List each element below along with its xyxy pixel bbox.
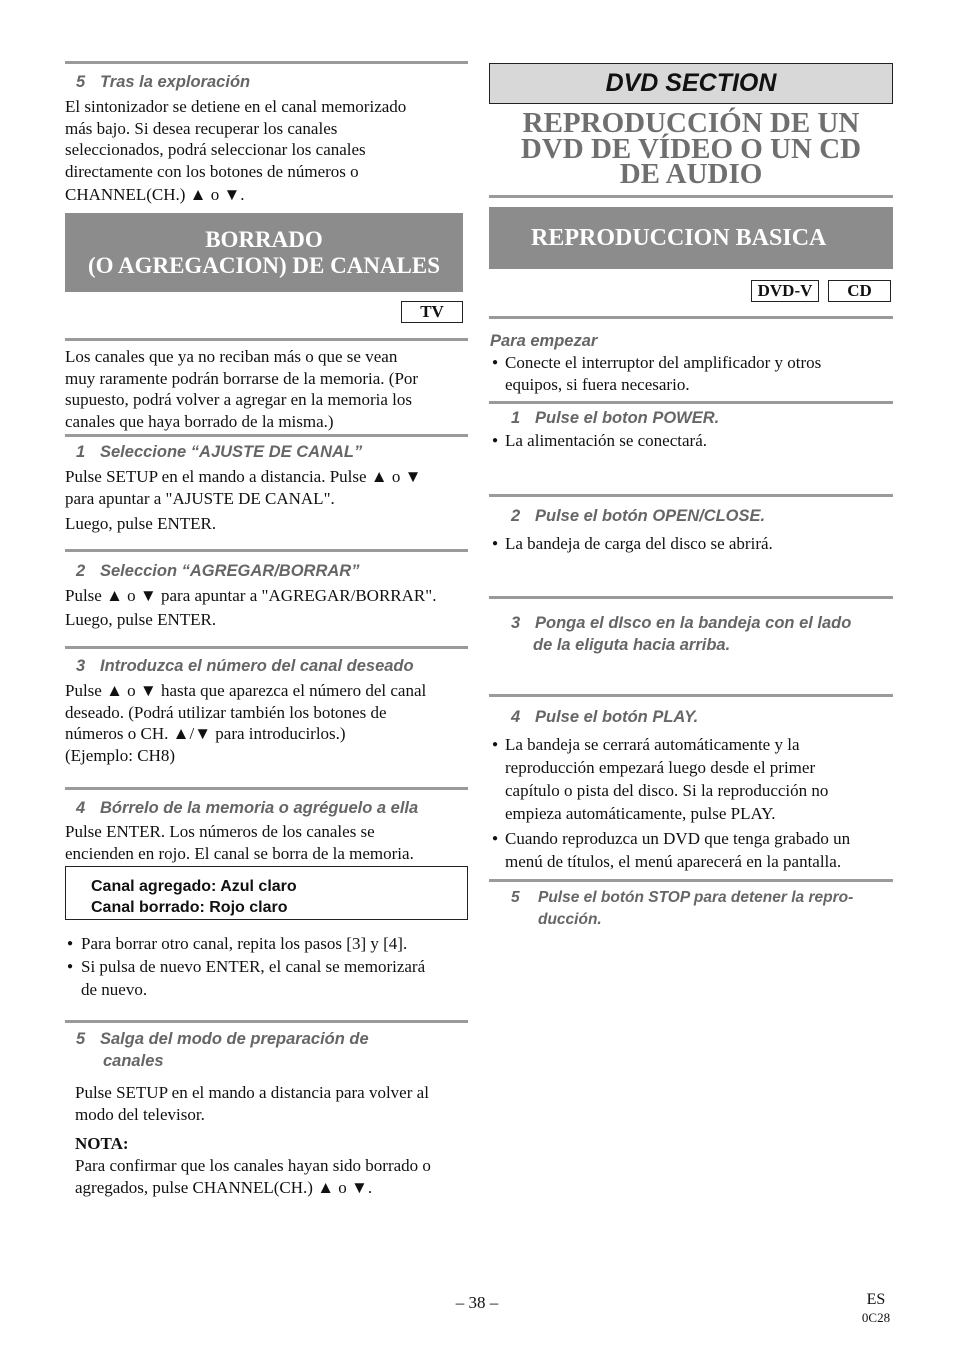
step-heading [511,612,851,656]
bullet-item [492,733,892,825]
text-line: menú de títulos, el menú aparecerá en la pantalla. [505,852,842,871]
text-line: Pulse ENTER. Los números de los canales se [65,822,375,841]
text-line: directamente con los botones de números o [65,161,359,181]
text-line: más bajo. Si desea recuperar los canales [65,118,338,138]
title-line: DE AUDIO [619,158,763,190]
step-number: 4 [511,708,521,726]
section-banner [489,207,893,269]
step-title: Ponga el dIsco en la bandeja con el lado [535,614,852,632]
text-line: de nuevo. [81,980,148,999]
step-title: Tras la exploración [100,73,251,91]
step-title: Pulse el botón OPEN/CLOSE. [535,507,766,525]
step-number: 5 [511,889,520,906]
step-title: Pulse el botón PLAY. [535,708,699,726]
text-line: Los canales que ya no reciban más o que se vean [65,347,398,366]
cd-tag: CD [828,280,891,302]
bullet-item [67,955,467,1001]
bullet-icon: ● [492,435,499,446]
text-line: equipos, si fuera necesario. [505,375,690,394]
title-line: REPRODUCCIÓN DE UN [522,107,860,139]
text-line: agregados, pulse CHANNEL(CH.) ▲ o ▼. [75,1178,373,1197]
step-number: 5 [76,1030,86,1048]
banner-line: BORRADO [205,227,323,252]
step-number: 3 [511,614,521,632]
text-line: El sintonizador se detiene en el canal memorizado [65,97,407,116]
dvd-section-header [489,63,893,104]
step-title: canales [103,1052,164,1070]
divider [65,434,468,437]
text-line: seleccionados, podrá seleccionar los canales [65,140,366,159]
divider [489,879,893,882]
text-line: Cuando reproduzca un DVD que tenga grabado un [505,829,851,848]
step-title: ducción. [538,911,602,928]
legend-line: Canal agregado: Azul claro [91,878,297,895]
step-heading [511,706,698,728]
text-line: empieza automáticamente, pulse PLAY. [505,804,776,823]
note [75,1133,470,1199]
note-label: NOTA: [75,1134,129,1153]
legend-line: Canal borrado: Rojo claro [91,899,288,916]
title-line: DVD DE VÍDEO O UN CD [520,132,862,165]
bullet-icon: ● [67,961,74,972]
step-title: Seleccion “AGREGAR/BORRAR” [100,562,360,580]
bullet-item [492,429,892,452]
divider [489,316,893,319]
paragraph [65,821,468,864]
text-line: La bandeja se cerrará automáticamente y la [505,735,800,754]
divider [489,694,893,697]
text-line: Pulse ▲ o ▼ hasta que aparezca el número del canal [65,681,427,700]
bullet-text: Para borrar otro canal, repita los pasos [3] y [4]. [81,934,408,953]
text-line: Pulse ▲ o ▼ para apuntar a "AGREGAR/BORRAR". [65,586,437,605]
text-line: canales que haya borrado de la misma.) [65,411,334,431]
step-heading [76,797,418,819]
text-line: capítulo o pista del disco. Si la reproducción no [505,781,829,800]
bullet-text [505,733,828,825]
divider [65,549,468,552]
page-number: – 38 – [455,1293,499,1312]
step-title: Seleccione “AJUSTE DE CANAL” [100,443,363,461]
step-title: Pulse el botón STOP para detener la repro- [538,889,854,906]
bullet-text: La alimentación se conectará. [505,431,707,450]
text-line: Pulse SETUP en el mando a distancia para volver al [75,1083,429,1102]
step-number: 1 [511,409,521,427]
step-heading [511,407,719,429]
text-line: deseado. (Podrá utilizar también los botones de [65,702,387,722]
step-number: 2 [76,562,86,580]
text-line: supuesto, podrá volver a agregar en la memoria los [65,390,412,409]
bullet-item [67,932,467,955]
paragraph [65,680,468,766]
bullet-text: La bandeja de carga del disco se abrirá. [505,534,773,553]
bullet-item [492,352,892,398]
bullet-icon: ● [492,833,499,844]
bullet-text [505,827,850,873]
step-title: de la eliguta hacia arriba. [533,636,731,654]
divider [65,61,468,64]
intro-paragraph [65,346,468,432]
step-number: 1 [76,443,86,461]
divider [65,338,468,341]
step-title: Salga del modo de preparación de [100,1030,369,1048]
text-line: (Ejemplo: CH8) [65,745,176,765]
text-line: números o CH. ▲/▼ para introducirlos.) [65,724,346,743]
text-line: encienden en rojo. El canal se borra de la memoria. [65,843,414,863]
step-heading [511,887,853,931]
divider [65,646,468,649]
text-line: Pulse SETUP en el mando a distancia. Pulse ▲ o ▼ [65,467,422,486]
step-title: Introduzca el número del canal deseado [100,657,414,675]
paragraph [75,1082,470,1125]
step-number: 3 [76,657,86,675]
bullet-icon: ● [492,357,499,368]
page-title [489,107,893,190]
bullet-icon: ● [67,938,74,949]
banner-text: REPRODUCCION BASICA [531,225,827,251]
paragraph [65,584,468,632]
para-empezar-heading: Para empezar [490,332,598,350]
bullet-item [492,532,892,555]
bullet-text [81,955,425,1001]
text-line: muy raramente podrán borrarse de la memoria. (Por [65,368,419,388]
bullet-icon: ● [492,739,499,750]
step-heading [76,560,359,582]
bullet-text [505,352,821,396]
divider [65,787,468,790]
step-heading [76,441,362,463]
step-heading [511,505,765,527]
text-line: reproducción empezará luego desde el primer [505,758,816,777]
color-legend-box [65,866,468,920]
divider [489,195,893,198]
section-banner [65,213,463,292]
divider [489,401,893,404]
step-heading [76,71,250,93]
step-heading [76,1028,369,1072]
divider [65,1020,468,1023]
text-line: Luego, pulse ENTER. [65,610,217,629]
language-code: ES [866,1291,886,1308]
banner-line: (O AGREGACION) DE CANALES [87,253,441,278]
step-title: Bórrelo de la memoria o agréguelo a ella [100,799,419,817]
step-number: 2 [511,507,521,525]
text-line: Si pulsa de nuevo ENTER, el canal se memorizará [81,957,426,976]
section-label: DVD SECTION [605,69,777,97]
divider [489,494,893,497]
text-line: Conecte el interruptor del amplificador y otros [505,353,822,372]
bullet-icon: ● [492,538,499,549]
text-line: CHANNEL(CH.) ▲ o ▼. [65,185,245,204]
text-line: Luego, pulse ENTER. [65,514,217,533]
tv-tag: TV [401,301,463,323]
footer-codes [860,1291,892,1327]
bullet-item [492,827,892,873]
text-line: Para confirmar que los canales hayan sido borrado o [75,1156,431,1175]
paragraph [65,96,468,206]
divider [489,596,893,599]
step-number: 4 [76,799,86,817]
text-line: modo del televisor. [75,1104,205,1124]
step-number: 5 [76,73,86,91]
dvd-v-tag: DVD-V [751,280,819,302]
text-line: para apuntar a "AJUSTE DE CANAL". [65,489,335,508]
step-heading [76,655,414,677]
step-title: Pulse el boton POWER. [535,409,720,427]
document-code: 0C28 [861,1310,891,1325]
paragraph [65,466,468,535]
